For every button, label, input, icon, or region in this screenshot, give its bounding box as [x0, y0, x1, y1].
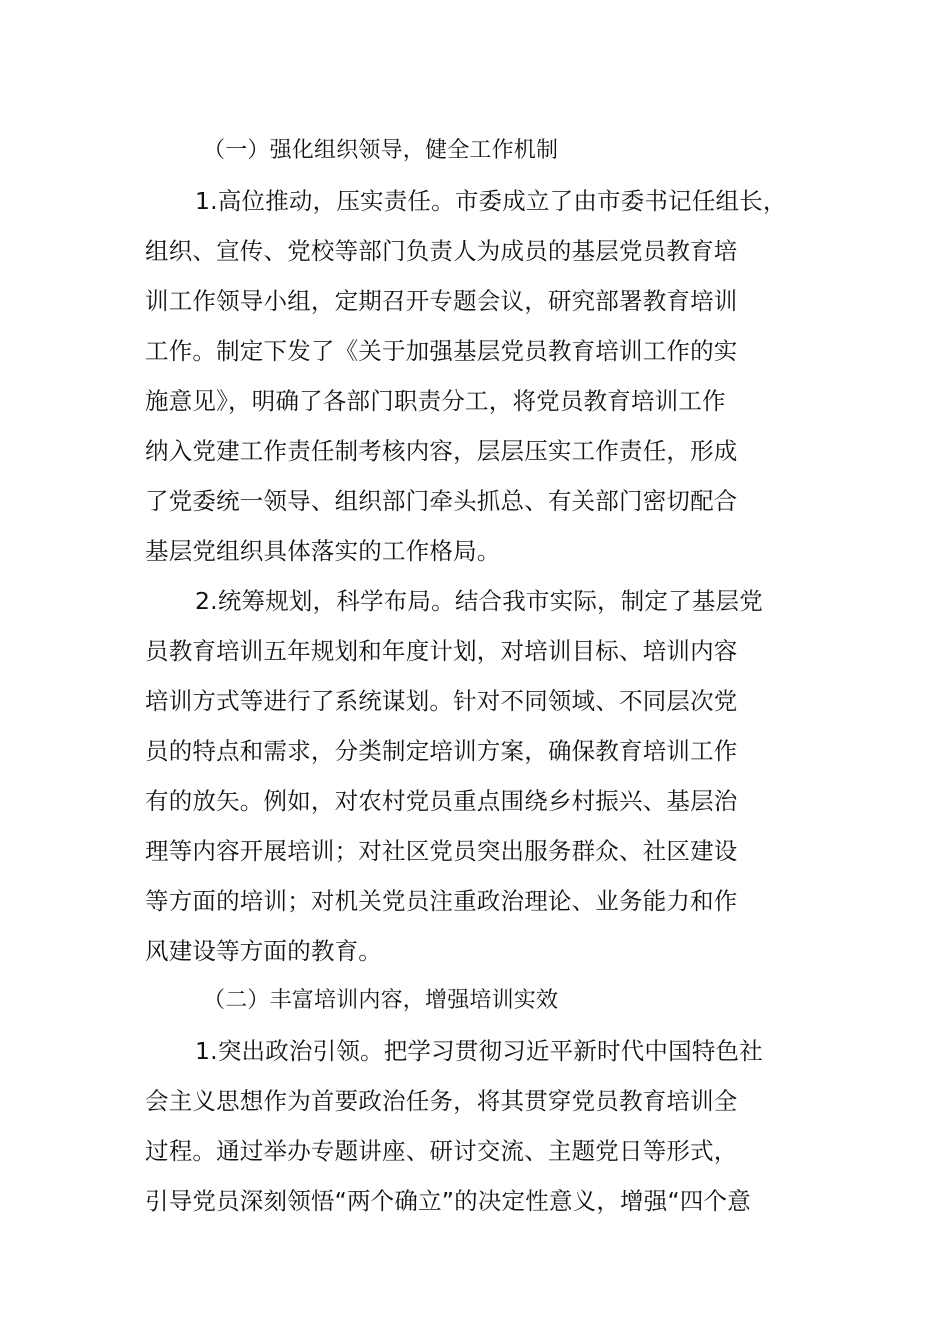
paragraph-line: 1.高位推动，压实责任。市委成立了由市委书记任组长，: [195, 187, 787, 215]
paragraph-line: 员的特点和需求，分类制定培训方案，确保教育培训工作: [145, 737, 738, 765]
paragraph-line: 了党委统一领导、组织部门牵头抓总、有关部门密切配合: [145, 487, 738, 515]
paragraph-line: 培训方式等进行了系统谋划。针对不同领域、不同层次党: [145, 687, 738, 715]
paragraph-line: 2.统筹规划，科学布局。结合我市实际，制定了基层党: [195, 587, 763, 615]
paragraph-line: 理等内容开展培训；对社区党员突出服务群众、社区建设: [145, 837, 738, 865]
paragraph-line: 有的放矢。例如，对农村党员重点围绕乡村振兴、基层治: [145, 787, 738, 815]
paragraph-line: 员教育培训五年规划和年度计划，对培训目标、培训内容: [145, 637, 738, 665]
paragraph-line: 1.突出政治引领。把学习贯彻习近平新时代中国特色社: [195, 1037, 763, 1065]
paragraph-line: 会主义思想作为首要政治任务，将其贯穿党员教育培训全: [145, 1087, 738, 1115]
paragraph-line: 等方面的培训；对机关党员注重政治理论、业务能力和作: [145, 887, 738, 915]
paragraph-line: 风建设等方面的教育。: [145, 937, 382, 965]
paragraph-line: 施意见》，明确了各部门职责分工，将党员教育培训工作: [145, 387, 726, 415]
paragraph-line: 引导党员深刻领悟“两个确立”的决定性意义，增强“四个意: [145, 1187, 751, 1215]
paragraph-line: 组织、宣传、党校等部门负责人为成员的基层党员教育培: [145, 237, 738, 265]
paragraph-line: 工作。制定下发了《关于加强基层党员教育培训工作的实: [145, 337, 738, 365]
paragraph-line: 过程。通过举办专题讲座、研讨交流、主题党日等形式，: [145, 1137, 738, 1165]
paragraph-line: 基层党组织具体落实的工作格局。: [145, 537, 501, 565]
section-heading-2: （二）丰富培训内容，增强培训实效: [203, 988, 559, 1013]
paragraph-line: 纳入党建工作责任制考核内容，层层压实工作责任，形成: [145, 437, 738, 465]
section-heading-1: （一）强化组织领导，健全工作机制: [203, 138, 559, 163]
paragraph-line: 训工作领导小组，定期召开专题会议，研究部署教育培训: [145, 287, 738, 315]
